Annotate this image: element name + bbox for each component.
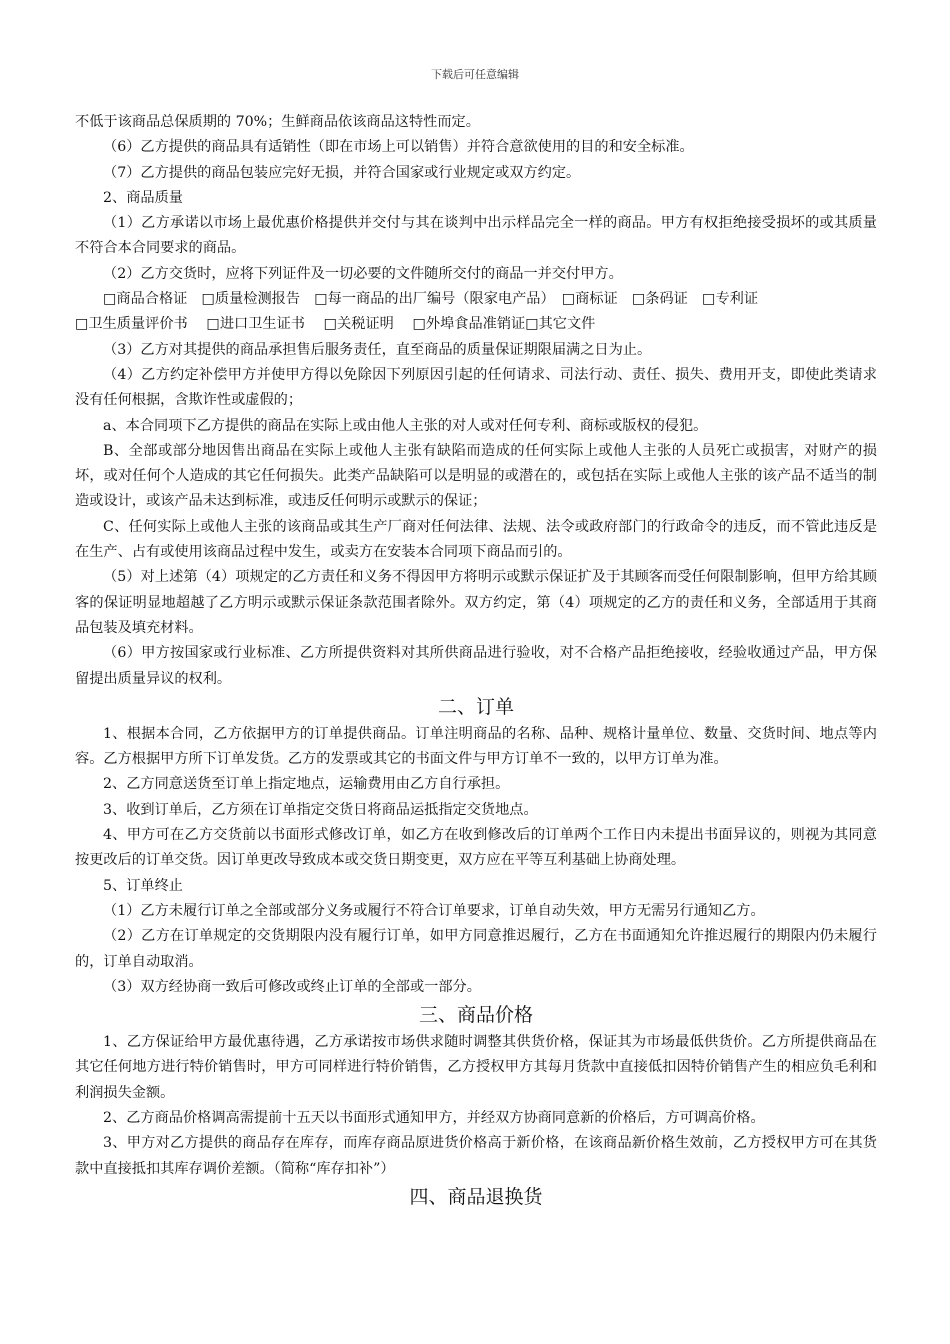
paragraph: （6）乙方提供的商品具有适销性（即在市场上可以销售）并符合意欲使用的目的和安全标准。 bbox=[103, 139, 694, 156]
paragraph: 5、订单终止 bbox=[103, 877, 183, 894]
paragraph: 不低于该商品总保质期的 70%；生鲜商品依该商品这特性而定。 bbox=[75, 114, 480, 130]
paragraph: （7）乙方提供的商品包装应完好无损，并符合国家或行业规定或双方约定。 bbox=[103, 164, 581, 181]
paragraph: B、全部或部分地因售出商品在实际上或他人主张有缺陷而造成的任何实际上或他人主张的人员死亡或损害，对财产的损坏，或对任何个人造成的其它任何损失。此类产品缺陷可以是明显的或潜在的，或包括在实际上或他人主张的该产品不适当的制造或设计，或该产品未达到标准，或违反任何明示或默示的保证； bbox=[75, 442, 877, 510]
checklist-line: □商品合格证 □质量检测报告 □每一商品的出厂编号（限家电产品） □商标证 □条码证 □专利证 bbox=[103, 291, 759, 308]
page-header: 下载后可任意编辑 bbox=[431, 68, 519, 81]
paragraph: 2、商品质量 bbox=[103, 189, 183, 206]
section-heading: 三、商品价格 bbox=[418, 1004, 533, 1027]
checklist-line: □卫生质量评价书 □进口卫生证书 □关税证明 □外埠食品准销证□其它文件 bbox=[75, 316, 596, 333]
paragraph: 1、根据本合同，乙方依据甲方的订单提供商品。订单注明商品的名称、品种、规格计量单位、数量、交货时间、地点等内容。乙方根据甲方所下订单发货。乙方的发票或其它的书面文件与甲方订单不一致的，以甲方订单为准。 bbox=[75, 725, 877, 768]
section-heading: 四、商品退换货 bbox=[409, 1185, 543, 1208]
paragraph: （3）双方经协商一致后可修改或终止订单的全部或一部分。 bbox=[103, 978, 481, 995]
document-body bbox=[75, 110, 877, 1212]
paragraph: （5）对上述第（4）项规定的乙方责任和义务不得因甲方将明示或默示保证扩及于其顾客而受任何限制影响，但甲方给其顾客的保证明显地超越了乙方明示或默示保证条款范围者除外。双方约定，第（4）项规定的乙方的责任和义务，全部适用于其商品包装及填充材料。 bbox=[75, 569, 877, 636]
paragraph: （1）乙方未履行订单之全部或部分义务或履行不符合订单要求，订单自动失效，甲方无需另行通知乙方。 bbox=[103, 902, 765, 919]
paragraph: 1、乙方保证给甲方最优惠待遇，乙方承诺按市场供求随时调整其供货价格，保证其为市场最低供货价。乙方所提供商品在其它任何地方进行特价销售时，甲方可同样进行特价销售，乙方授权甲方其每月货款中直接低扣因特价销售产生的相应负毛利和利润损失金额。 bbox=[75, 1034, 877, 1101]
paragraph: 2、乙方商品价格调高需提前十五天以书面形式通知甲方，并经双方协商同意新的价格后，方可调高价格。 bbox=[103, 1109, 765, 1126]
paragraph: 2、乙方同意送货至订单上指定地点，运输费用由乙方自行承担。 bbox=[103, 776, 510, 793]
paragraph: （1）乙方承诺以市场上最优惠价格提供并交付与其在谈判中出示样品完全一样的商品。甲方有权拒绝接受损坏的或其质量不符合本合同要求的商品。 bbox=[75, 215, 877, 257]
paragraph: （2）乙方在订单规定的交货期限内没有履行订单，如甲方同意推迟履行，乙方在书面通知允许推迟履行的期限内仍未履行的，订单自动取消。 bbox=[75, 928, 877, 970]
paragraph: （6）甲方按国家或行业标准、乙方所提供资料对其所供商品进行验收，对不合格产品拒绝接收，经验收通过产品，甲方保留提出质量异议的权利。 bbox=[75, 645, 877, 687]
paragraph: 3、收到订单后，乙方须在订单指定交货日将商品运抵指定交货地点。 bbox=[103, 801, 538, 818]
paragraph: （2）乙方交货时，应将下列证件及一切必要的文件随所交付的商品一并交付甲方。 bbox=[103, 265, 623, 282]
paragraph: a、本合同项下乙方提供的商品在实际上或由他人主张的对人或对任何专利、商标或版权的侵犯。 bbox=[103, 417, 708, 434]
paragraph: （4）乙方约定补偿甲方并使甲方得以免除因下列原因引起的任何请求、司法行动、责任、损失、费用开支，即使此类请求没有任何根据，含欺诈性或虚假的； bbox=[75, 366, 877, 409]
paragraph: C、任何实际上或他人主张的该商品或其生产厂商对任何法律、法规、法令或政府部门的行政命令的违反，而不管此违反是在生产、占有或使用该商品过程中发生，或卖方在安装本合同项下商品而引的。 bbox=[75, 518, 877, 561]
paragraph: 3、甲方对乙方提供的商品存在库存，而库存商品原进货价格高于新价格，在该商品新价格生效前，乙方授权甲方可在其货款中直接抵扣其库存调价差额。（简称“库存扣补”） bbox=[75, 1135, 877, 1177]
section-heading: 二、订单 bbox=[437, 695, 514, 718]
paragraph: （3）乙方对其提供的商品承担售后服务责任，直至商品的质量保证期限届满之日为止。 bbox=[103, 341, 652, 358]
paragraph: 4、甲方可在乙方交货前以书面形式修改订单，如乙方在收到修改后的订单两个工作日内未提出书面异议的，则视为其同意按更改后的订单交货。因订单更改导致成本或交货日期变更，双方应在平等互利基础上协商处理。 bbox=[75, 827, 877, 869]
